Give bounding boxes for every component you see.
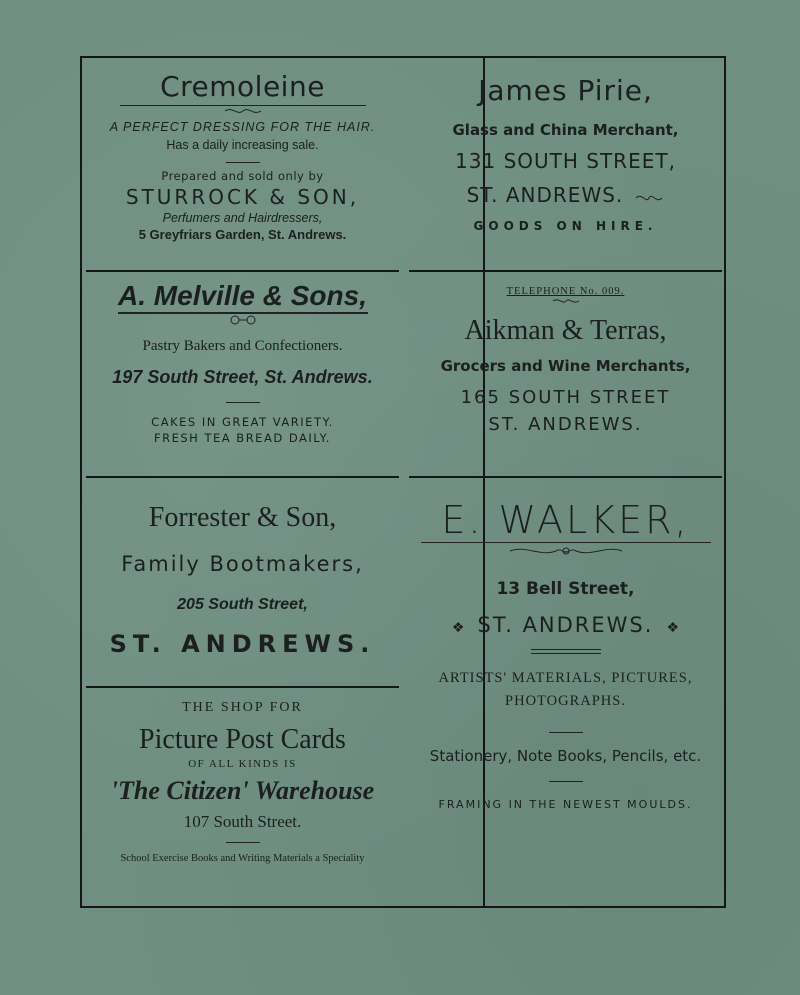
- advertisement-sheet: [80, 56, 726, 908]
- forrester-town: ST. ANDREWS.: [109, 630, 376, 658]
- section-rule: [86, 476, 399, 478]
- forrester-ad: [82, 480, 403, 686]
- walker-address: 13 Bell Street,: [496, 579, 635, 599]
- melville-ad: [82, 274, 403, 474]
- citizen-ad: [82, 690, 403, 906]
- short-rule: [549, 732, 583, 733]
- citizen-kinds: OF ALL KINDS IS: [188, 758, 297, 770]
- aikman-town: ST. ANDREWS.: [488, 414, 643, 435]
- forrester-trade: Family Bootmakers,: [121, 552, 364, 576]
- citizen-name: 'The Citizen' Warehouse: [110, 776, 375, 805]
- short-rule: [549, 781, 583, 782]
- aikman-title: Aikman & Terras,: [464, 315, 667, 346]
- walker-framing: FRAMING IN THE NEWEST MOULDS.: [438, 798, 693, 811]
- cremoleine-address: 5 Greyfriars Garden, St. Andrews.: [138, 227, 347, 242]
- walker-goods: ARTISTS' MATERIALS, PICTURES,: [438, 670, 693, 686]
- cremoleine-title: Cremoleine: [160, 70, 325, 103]
- section-rule: [409, 476, 722, 478]
- cremoleine-prepared: Prepared and sold only by: [161, 169, 324, 183]
- right-column: [405, 58, 726, 906]
- aikman-address: 165 SOUTH STREET: [460, 387, 671, 408]
- pirie-address: 131 SOUTH STREET,: [455, 149, 676, 173]
- left-column: [82, 58, 403, 906]
- cremoleine-trade: Perfumers and Hairdressers,: [162, 211, 323, 225]
- pirie-hire: GOODS ON HIRE.: [473, 219, 658, 233]
- citizen-speciality: School Exercise Books and Writing Materials a Speciality: [120, 853, 365, 864]
- flourish-icon: [506, 543, 626, 559]
- pirie-trade: Glass and China Merchant,: [452, 121, 679, 139]
- pirie-town-line: [405, 183, 726, 207]
- forrester-title: Forrester & Son,: [148, 502, 337, 533]
- cremoleine-sales: Has a daily increasing sale.: [166, 138, 319, 152]
- pirie-town: ST. ANDREWS.: [466, 183, 624, 207]
- short-rule: [226, 162, 260, 163]
- citizen-address: 107 South Street.: [183, 812, 302, 831]
- flourish-icon: [223, 106, 263, 116]
- flourish-icon: [551, 297, 581, 305]
- diamond-icon: ❖: [666, 620, 680, 636]
- section-rule: [86, 686, 399, 688]
- section-rule: [86, 270, 399, 272]
- pirie-ad: [405, 66, 726, 270]
- walker-town: ST. ANDREWS.: [477, 613, 654, 637]
- walker-ad: [405, 480, 726, 906]
- pirie-title: James Pirie,: [478, 74, 653, 107]
- melville-address: 197 South Street, St. Andrews.: [112, 367, 373, 387]
- cremoleine-maker: STURROCK & SON,: [125, 185, 360, 209]
- melville-trade: Pastry Bakers and Confectioners.: [142, 338, 343, 354]
- flourish-icon: [223, 314, 263, 326]
- aikman-telephone: TELEPHONE No. 009.: [506, 286, 625, 297]
- cremoleine-tagline: A PERFECT DRESSING FOR THE HAIR.: [109, 120, 376, 134]
- melville-line1: CAKES IN GREAT VARIETY.: [151, 415, 334, 429]
- walker-title: E. WALKER,: [441, 498, 690, 542]
- citizen-heading: THE SHOP FOR: [182, 700, 303, 715]
- short-rule: [226, 402, 260, 403]
- melville-line2: FRESH TEA BREAD DAILY.: [154, 431, 331, 445]
- short-rule: [226, 842, 260, 843]
- section-rule: [409, 270, 722, 272]
- cremoleine-ad: [82, 66, 403, 270]
- aikman-ad: [405, 274, 726, 474]
- diamond-icon: ❖: [451, 620, 465, 636]
- walker-goods2: PHOTOGRAPHS.: [505, 693, 626, 709]
- aikman-trade: Grocers and Wine Merchants,: [440, 357, 691, 375]
- double-rule: [531, 649, 601, 654]
- forrester-address: 205 South Street,: [177, 596, 308, 613]
- citizen-title: Picture Post Cards: [139, 724, 346, 755]
- melville-title: A. Melville & Sons,: [118, 280, 367, 311]
- walker-stationery: Stationery, Note Books, Pencils, etc.: [429, 747, 702, 765]
- flourish-icon: [634, 192, 664, 204]
- walker-town-line: [405, 613, 726, 637]
